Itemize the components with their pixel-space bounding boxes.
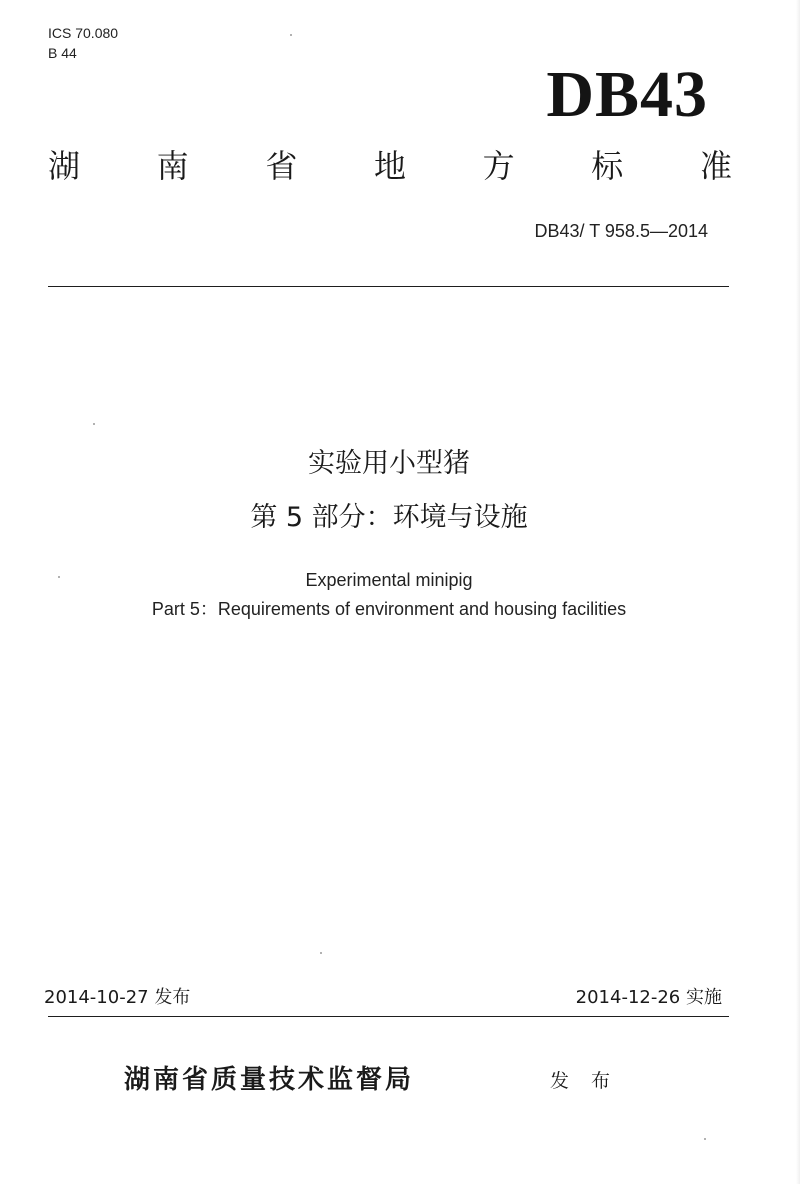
ics-code: ICS 70.080 — [48, 25, 119, 41]
title-en-main: Experimental minipig — [305, 570, 473, 590]
implementation-date: 2014-12-26 实施 — [575, 987, 722, 1008]
standard-type-char: 南 — [156, 147, 189, 185]
standard-type-char: 准 — [699, 147, 732, 185]
scan-speck — [320, 952, 322, 954]
publish-label: 发 布 — [550, 1070, 619, 1092]
issue-date: 2014-10-27 发布 — [44, 987, 191, 1008]
standard-type-char: 方 — [482, 147, 515, 185]
scan-speck — [290, 34, 292, 36]
footer-divider — [48, 1016, 729, 1017]
title-cn-part: 第 5 部分：环境与设施 — [250, 502, 528, 533]
publisher-name: 湖南省质量技术监督局 — [124, 1065, 415, 1095]
standard-type-char: 省 — [265, 147, 298, 185]
scan-speck — [704, 1138, 706, 1140]
standard-number: DB43/ T 958.5—2014 — [534, 221, 708, 241]
header-divider — [48, 286, 729, 287]
scan-edge-shadow — [796, 0, 800, 1184]
standard-type-char: 湖 — [48, 147, 81, 185]
scan-speck — [58, 576, 60, 578]
title-cn-main: 实验用小型猪 — [308, 448, 470, 479]
standard-mark: DB43 — [546, 58, 708, 131]
ccs-code: B 44 — [48, 45, 77, 61]
standard-type-char: 地 — [373, 147, 406, 185]
standard-type-char: 标 — [591, 147, 624, 185]
title-en-part: Part 5：Requirements of environment and housing facilities — [151, 599, 627, 619]
standard-type-heading — [48, 146, 732, 186]
scan-speck — [93, 423, 95, 425]
